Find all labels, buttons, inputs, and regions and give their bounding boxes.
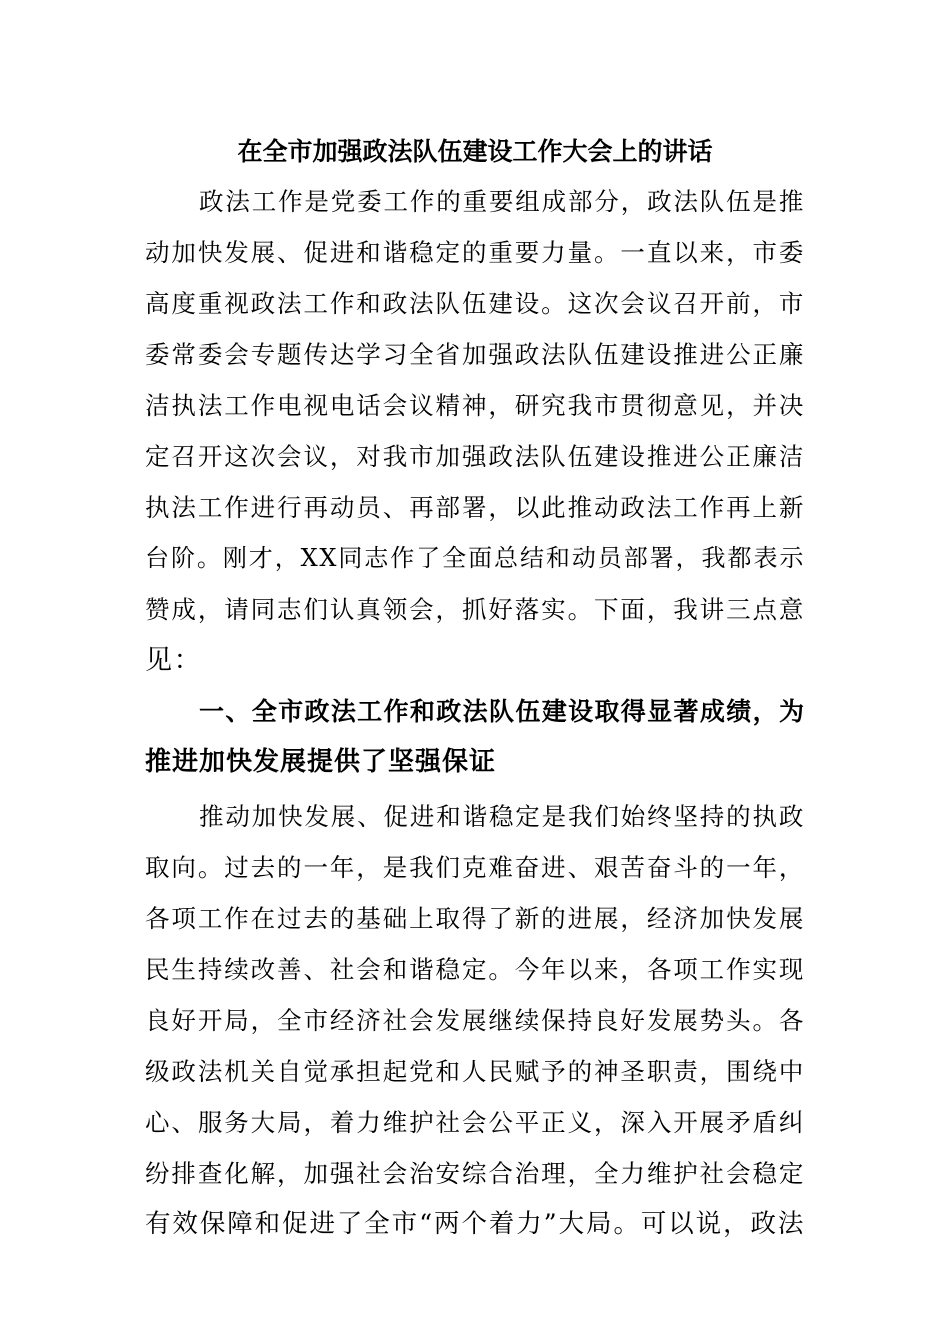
text-line: 级政法机关自觉承担起党和人民赋予的神圣职责，围绕中	[145, 1057, 805, 1086]
text-line: 赞成，请同志们认真领会，抓好落实。下面，我讲三点意	[145, 595, 805, 624]
text-line: 良好开局，全市经济社会发展继续保持良好发展势头。各	[145, 1006, 805, 1035]
text-line: 执法工作进行再动员、再部署，以此推动政法工作再上新	[145, 493, 805, 522]
text-line: 高度重视政法工作和政法队伍建设。这次会议召开前，市	[145, 289, 805, 318]
text-line: 有效保障和促进了全市“两个着力”大局。可以说，政法	[145, 1209, 805, 1239]
text-line: 心、服务大局，着力维护社会公平正义，深入开展矛盾纠	[145, 1108, 805, 1137]
text-line: 见：	[145, 645, 203, 676]
text-line: 台阶。刚才，XX同志作了全面总结和动员部署，我都表示	[145, 544, 805, 572]
heading-line: 推进加快发展提供了坚强保证	[145, 747, 497, 777]
text-line: 委常委会专题传达学习全省加强政法队伍建设推进公正廉	[145, 340, 805, 369]
text-line: 洁执法工作电视电话会议精神，研究我市贯彻意见，并决	[145, 391, 805, 420]
text-line: 定召开这次会议，对我市加强政法队伍建设推进公正廉洁	[145, 442, 805, 471]
text-line: 推动加快发展、促进和谐稳定是我们始终坚持的执政	[199, 802, 805, 831]
text-line: 政法工作是党委工作的重要组成部分，政法队伍是推	[199, 187, 805, 216]
document-title: 在全市加强政法队伍建设工作大会上的讲话	[237, 137, 713, 166]
text-line: 各项工作在过去的基础上取得了新的进展，经济加快发展	[145, 904, 805, 933]
text-line: 纷排查化解，加强社会治安综合治理，全力维护社会稳定	[145, 1159, 805, 1188]
text-line: 民生持续改善、社会和谐稳定。今年以来，各项工作实现	[145, 955, 805, 984]
heading-line: 一、全市政法工作和政法队伍建设取得显著成绩，为	[199, 697, 805, 726]
text-line: 取向。过去的一年，是我们克难奋进、艰苦奋斗的一年，	[145, 853, 805, 882]
text-line: 动加快发展、促进和谐稳定的重要力量。一直以来，市委	[145, 238, 805, 267]
